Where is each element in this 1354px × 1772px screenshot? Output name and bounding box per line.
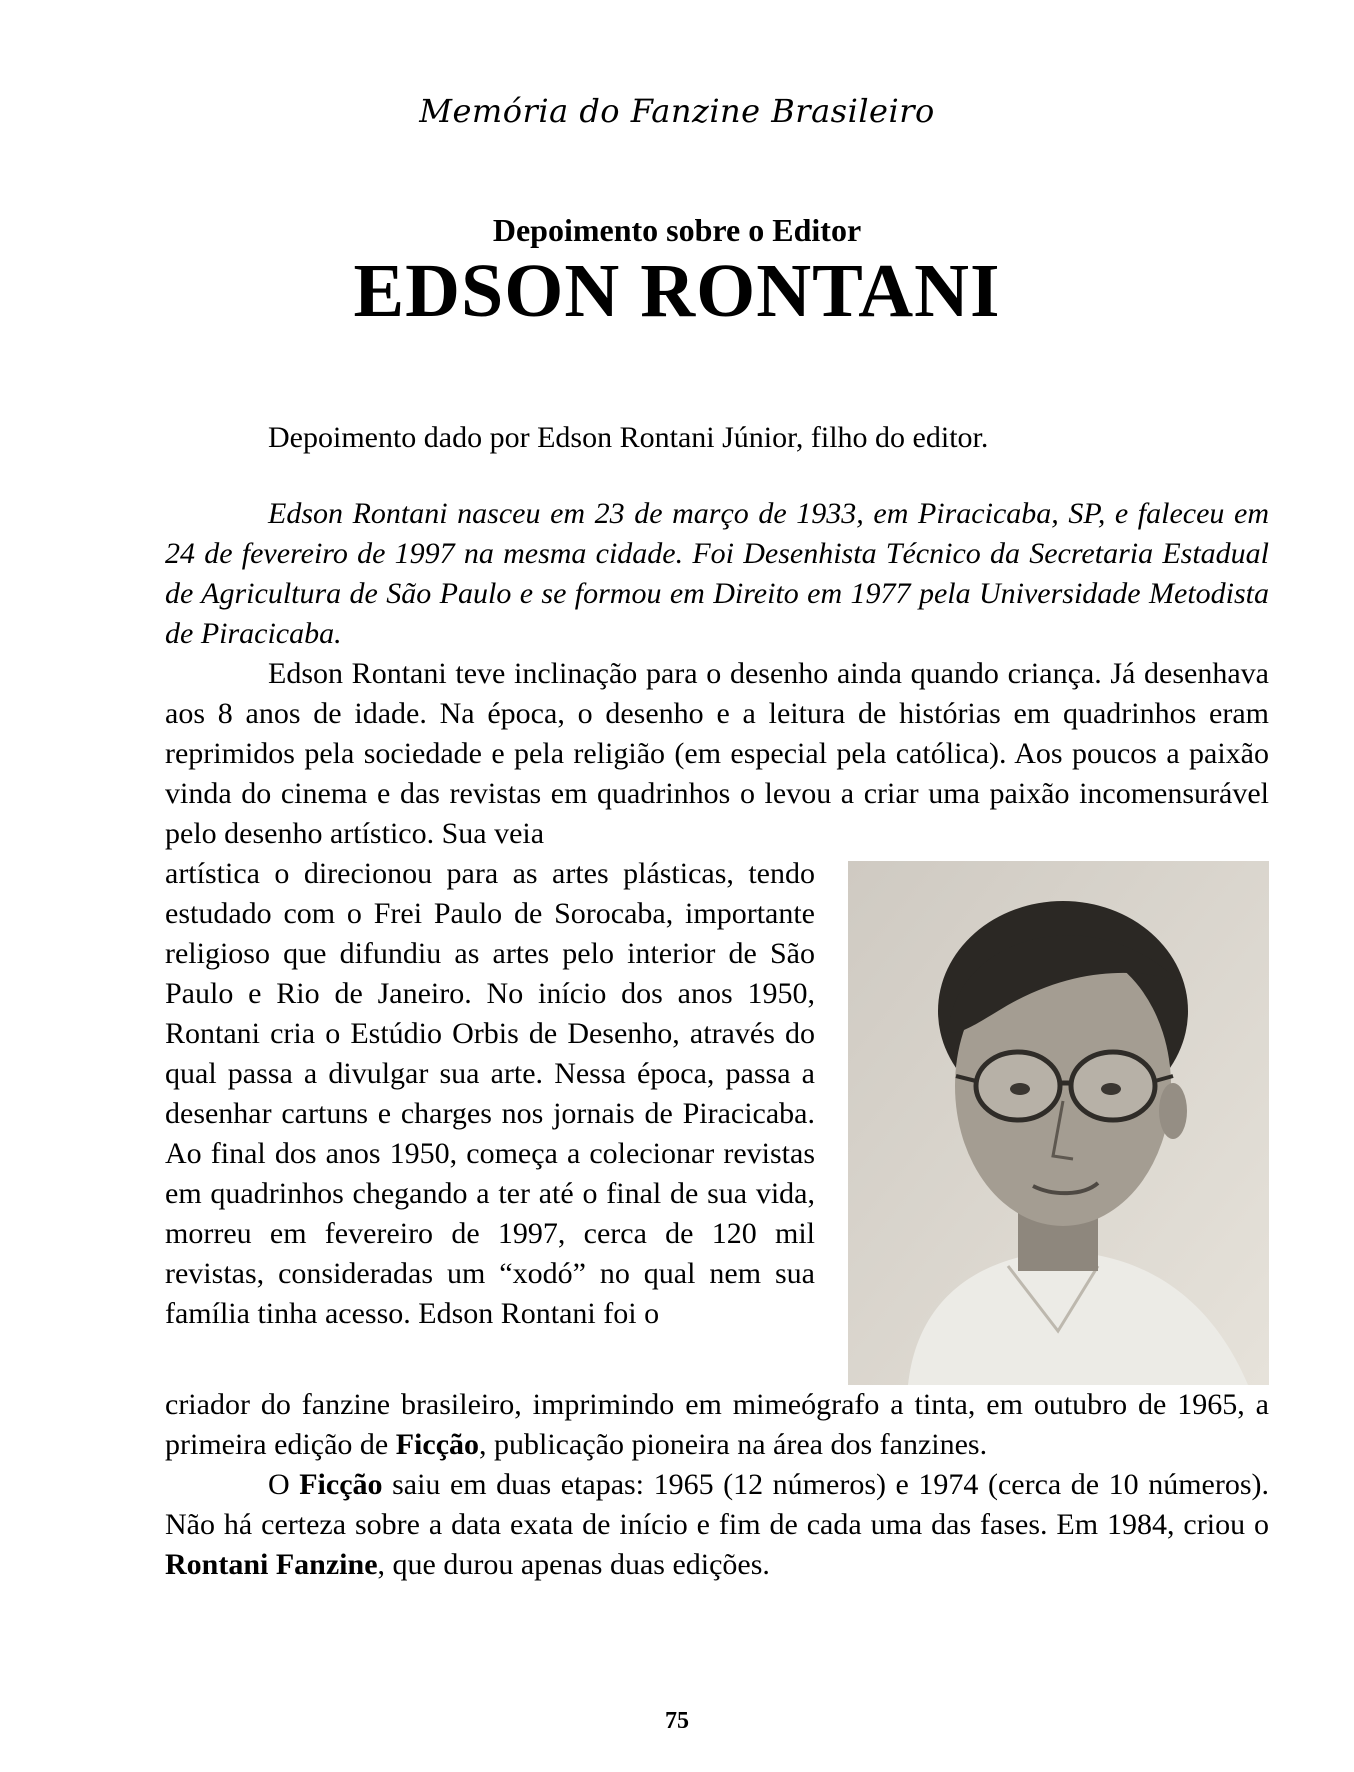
- article-kicker: Depoimento sobre o Editor: [492, 212, 862, 248]
- paragraph-1-start: Edson Rontani teve inclinação para o desenho ainda quando criança. Já desenhava aos 8 anos de idade. Na época, o desenho e a leitura de histórias em quadrinhos eram reprimidos pela sociedade e pela religião (em especial pela católica). Aos poucos a paixão vinda do cinema e das revistas em quadrinhos o levou a criar uma paixão incomensurável pelo desenho artístico. Sua veia: [165, 657, 1269, 850]
- intro-paragraph: Edson Rontani nasceu em 23 de março de 1933, em Piracicaba, SP, e faleceu em 24 de fevereiro de 1997 na mesma cidade. Foi Desenhista Técnico da Secretaria Estadual de Agricultura de São Paulo e se formou em Direito em 1977 pela Universidade Metodista de Piracicaba.: [165, 497, 1269, 650]
- publication-name-rontani-fanzine: Rontani Fanzine: [165, 1548, 378, 1581]
- paragraph-2-lead: O: [268, 1468, 300, 1501]
- page-number: 75: [665, 1708, 689, 1734]
- paragraph-1-end-tail: , publicação pioneira na área dos fanzines.: [479, 1428, 988, 1461]
- paragraph-1-end-text: criador do fanzine brasileiro, imprimindo em mimeógrafo a tinta, em outubro de 1965, a primeira edição de: [165, 1388, 1269, 1461]
- portrait-photo: [848, 861, 1269, 1385]
- article-body: [165, 494, 1269, 1585]
- paragraph-2-tail: , que durou apenas duas edições.: [377, 1548, 770, 1581]
- publication-name-ficcao-2: Ficção: [299, 1468, 383, 1501]
- article-title: EDSON RONTANI: [353, 249, 1001, 333]
- paragraph-1-end: [165, 1385, 1269, 1465]
- text-photo-wrap: [165, 854, 1269, 1385]
- publication-name-ficcao: Ficção: [395, 1428, 480, 1461]
- portrait-illustration: [848, 861, 1269, 1385]
- paragraph-2-text: saiu em duas etapas: 1965 (12 números) e 1974 (cerca de 10 números). Não há certeza sobre a data exata de início e fim de cada uma das fases. Em 1984, criou o: [165, 1468, 1270, 1541]
- running-head: Memória do Fanzine Brasileiro: [419, 92, 935, 130]
- paragraph-2: [165, 1465, 1269, 1585]
- byline: Depoimento dado por Edson Rontani Júnior, filho do editor.: [268, 421, 989, 454]
- paragraph-1-wrapped: artística o direcionou para as artes plásticas, tendo estudado com o Frei Paulo de Sorocaba, importante religioso que difundiu as artes pelo interior de São Paulo e Rio de Janeiro. No início dos anos 1950, Rontani cria o Estúdio Orbis de Desenho, através do qual passa a divulgar sua arte. Nessa época, passa a desenhar cartuns e charges nos jornais de Piracicaba. Ao final dos anos 1950, começa a colecionar revistas em quadrinhos chegando a ter até o final de sua vida, morreu em fevereiro de 1997, cerca de 120 mil revistas, consideradas um “xodó” no qual nem sua família tinha acesso. Edson Rontani foi o: [165, 857, 815, 1330]
